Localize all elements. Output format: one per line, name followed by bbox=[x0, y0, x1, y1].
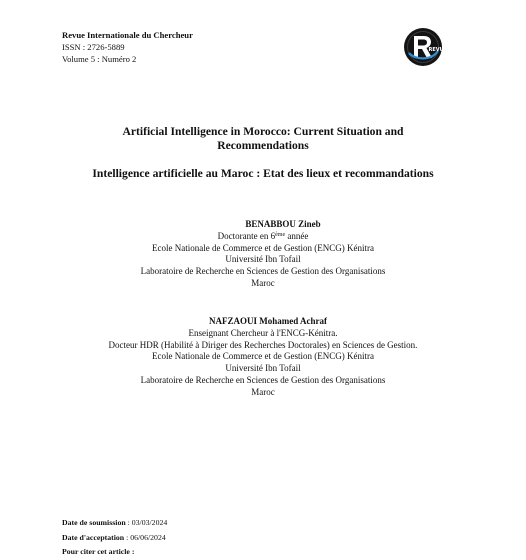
author-block-1 bbox=[0, 219, 526, 290]
author-country: Maroc bbox=[251, 277, 275, 288]
author-country: Maroc bbox=[251, 386, 275, 397]
author-affiliation-line: Université Ibn Tofail bbox=[225, 363, 301, 374]
author-role: Doctorante en 6ème année bbox=[217, 230, 309, 241]
author-affiliation-line: Université Ibn Tofail bbox=[225, 254, 301, 265]
author-affiliation-line: Laboratoire de Recherche en Sciences de Gestion des Organisations bbox=[140, 266, 386, 277]
title-english bbox=[0, 125, 526, 153]
author-affiliation-line: Docteur HDR (Habilité à Diriger des Recherches Doctorales) en Sciences de Gestion. bbox=[108, 339, 418, 350]
title-french: Intelligence artificielle au Maroc : Etat des lieux et recommandations bbox=[92, 167, 434, 180]
submission-date: Date de soumission : 03/03/2024 bbox=[62, 518, 168, 527]
author-affiliation-line: Enseignant Chercheur à l'ENCG-Kénitra. bbox=[188, 327, 338, 338]
acceptance-date: Date d'acceptation : 06/06/2024 bbox=[62, 532, 166, 542]
author-name: BENABBOU Zineb bbox=[245, 219, 321, 229]
author-affiliation-line: Ecole Nationale de Commerce et de Gestion (ENCG) Kénitra bbox=[152, 351, 374, 362]
journal-info bbox=[62, 30, 193, 65]
author-affiliation-line: Ecole Nationale de Commerce et de Gestion (ENCG) Kénitra bbox=[152, 242, 374, 253]
title-english-line-2: Recommendations bbox=[217, 139, 309, 152]
journal-logo-icon bbox=[403, 27, 448, 67]
citation-label: Pour citer cet article : bbox=[62, 547, 135, 556]
author-affiliation-line: Laboratoire de Recherche en Sciences de Gestion des Organisations bbox=[140, 374, 386, 385]
journal-issn: ISSN : 2726-5889 bbox=[62, 41, 125, 52]
logo-wordmark: REVUE bbox=[428, 47, 448, 53]
author-name: NAFZAOUI Mohamed Achraf bbox=[209, 316, 327, 326]
author-block-2 bbox=[0, 316, 526, 399]
journal-name: Revue Internationale du Chercheur bbox=[62, 30, 193, 40]
journal-volume: Volume 5 : Numéro 2 bbox=[62, 53, 137, 64]
article-dates bbox=[62, 516, 167, 560]
title-english-line-1: Artificial Intelligence in Morocco: Current Situation and bbox=[122, 125, 404, 138]
journal-logo bbox=[403, 27, 448, 67]
